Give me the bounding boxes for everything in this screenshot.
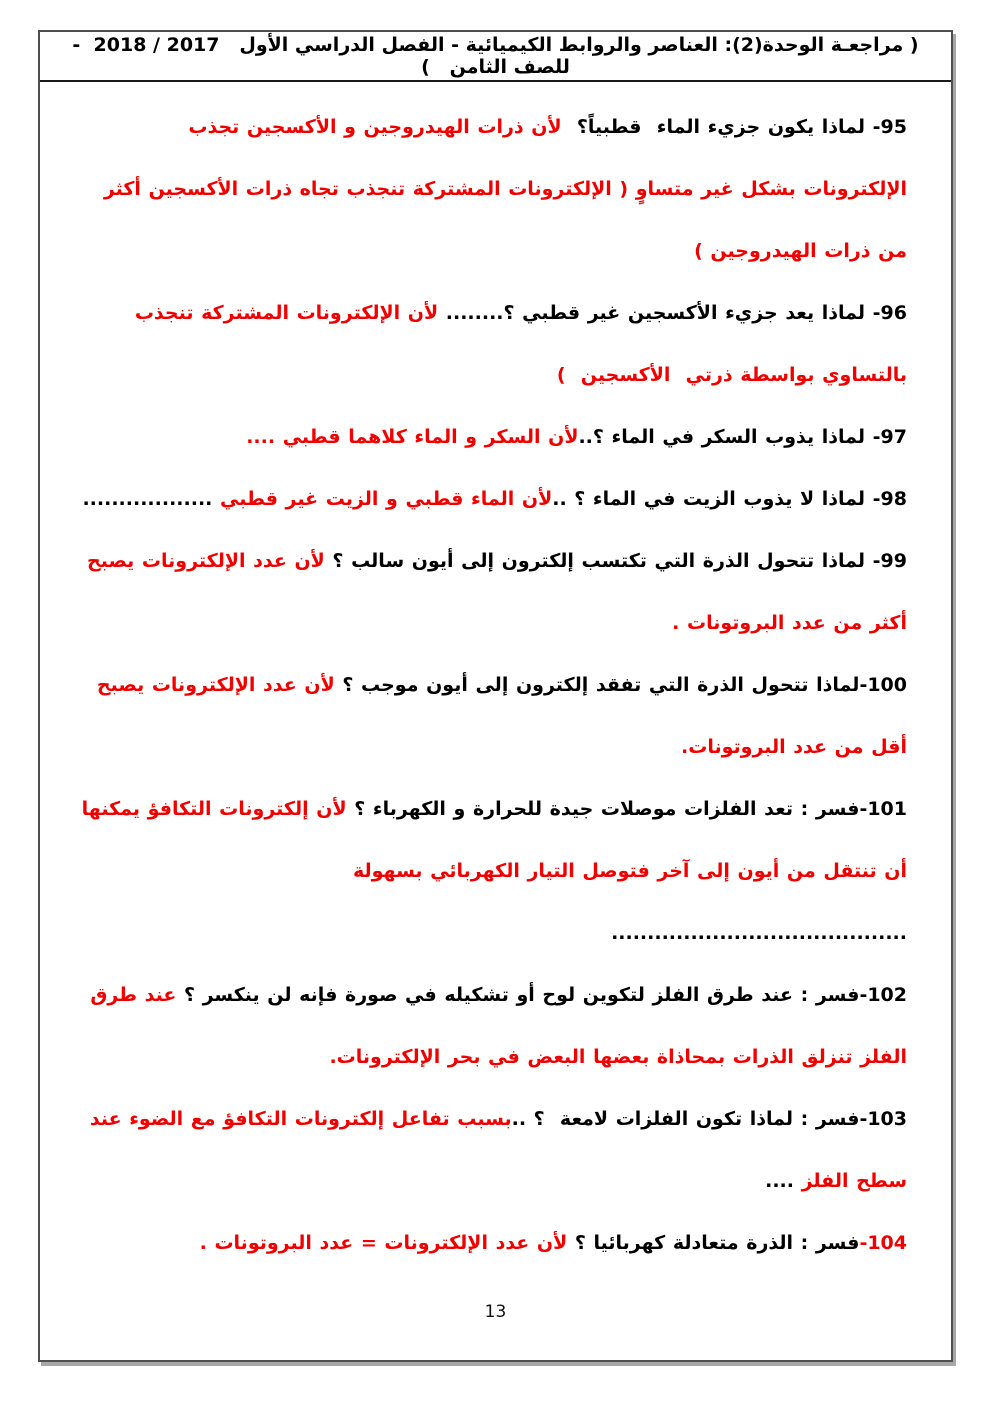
- question-text: فسر : تعد الفلزات موصلات جيدة للحرارة و الكهرباء ؟: [346, 798, 860, 820]
- question-text: فسر : عند طرق الفلز لتكوين لوح أو تشكيله في صورة فإنه لن ينكسر ؟: [176, 984, 860, 1006]
- question-103: [80, 1088, 907, 1212]
- question-96: [80, 282, 907, 406]
- question-102: [80, 964, 907, 1088]
- page-title: ( مراجعـة الوحدة(2): العناصر والروابط الكيميائية - الفصل الدراسي الأول 2017 / 2018 - للصف الثامن ): [65, 34, 919, 78]
- question-text: لماذا لا يذوب الزيت في الماء ؟ ..: [552, 488, 873, 510]
- answer-text: لأن عدد الإلكترونات يصبح أقل من عدد البروتونات.: [89, 674, 907, 758]
- question-number: 97-: [872, 426, 907, 448]
- question-100: [80, 654, 907, 778]
- questions-area: [40, 82, 951, 1274]
- answer-text: لأن ذرات الهيدروجين و الأكسجين تجذب الإلكترونات بشكل غير متساوٍ ( الإلكترونات المشتركة تنجذب تجاه ذرات الأكسجين أكثر من ذرات الهيدروجين ): [96, 116, 907, 262]
- question-number: 100-: [859, 674, 907, 696]
- answer-text: لأن الماء قطبي و الزيت غير قطبي: [212, 488, 553, 510]
- question-text: لماذا يكون جزيء الماء قطبياً؟: [561, 116, 873, 138]
- answer-text: لأن الإلكترونات المشتركة تنجذب بالتساوي بواسطة ذرتي الأكسجين ): [127, 302, 907, 386]
- answer-text: لأن عدد الإلكترونات يصبح أكثر من عدد البروتونات .: [79, 550, 907, 634]
- answer-text: لأن السكر و الماء كلاهما قطبي ....: [246, 426, 579, 448]
- question-98: [80, 468, 907, 530]
- answer-text: بسبب تفاعل إلكترونات التكافؤ مع الضوء عند سطح الفلز: [82, 1108, 907, 1192]
- question-number: 96-: [872, 302, 907, 324]
- question-number: 98-: [872, 488, 907, 510]
- question-text: لماذا يذوب السكر في الماء ؟..: [578, 426, 873, 448]
- page-frame: [38, 30, 953, 1362]
- question-number: 101-: [859, 798, 907, 820]
- question-99: [80, 530, 907, 654]
- trailing-dots: ..................: [82, 488, 213, 510]
- question-101: [74, 778, 907, 964]
- question-text: فسر : الذرة متعادلة كهربائيا ؟: [567, 1232, 860, 1254]
- page-number: 13: [484, 1302, 507, 1322]
- answer-text: لأن عدد الإلكترونات = عدد البروتونات .: [199, 1232, 568, 1254]
- header-box: [40, 32, 951, 82]
- question-97: [80, 406, 907, 468]
- trailing-dots: ....: [765, 1170, 794, 1192]
- question-number: 103-: [859, 1108, 907, 1130]
- answer-text: عند طرق الفلز تنزلق الذرات بمحاذاة بعضها البعض في بحر الإلكترونات.: [82, 984, 907, 1068]
- question-number: 102-: [859, 984, 907, 1006]
- question-95: [80, 96, 907, 282]
- question-number: 95-: [872, 116, 907, 138]
- question-104: [80, 1212, 907, 1274]
- trailing-dots: .........................................: [611, 922, 907, 944]
- question-text: فسر : لماذا تكون الفلزات لامعة ؟ ..: [511, 1108, 860, 1130]
- question-text: لماذا تتحول الذرة التي تفقد إلكترون إلى أيون موجب ؟: [334, 674, 860, 696]
- question-text: لماذا يعد جزيء الأكسجين غير قطبي ؟........: [438, 302, 873, 324]
- question-text: لماذا تتحول الذرة التي تكتسب إلكترون إلى أيون سالب ؟: [324, 550, 873, 572]
- question-number: 104-: [859, 1232, 907, 1254]
- answer-text: لأن إلكترونات التكافؤ يمكنها أن تنتقل من أيون إلى آخر فتوصل التيار الكهربائي بسهولة: [74, 798, 907, 882]
- question-number: 99-: [872, 550, 907, 572]
